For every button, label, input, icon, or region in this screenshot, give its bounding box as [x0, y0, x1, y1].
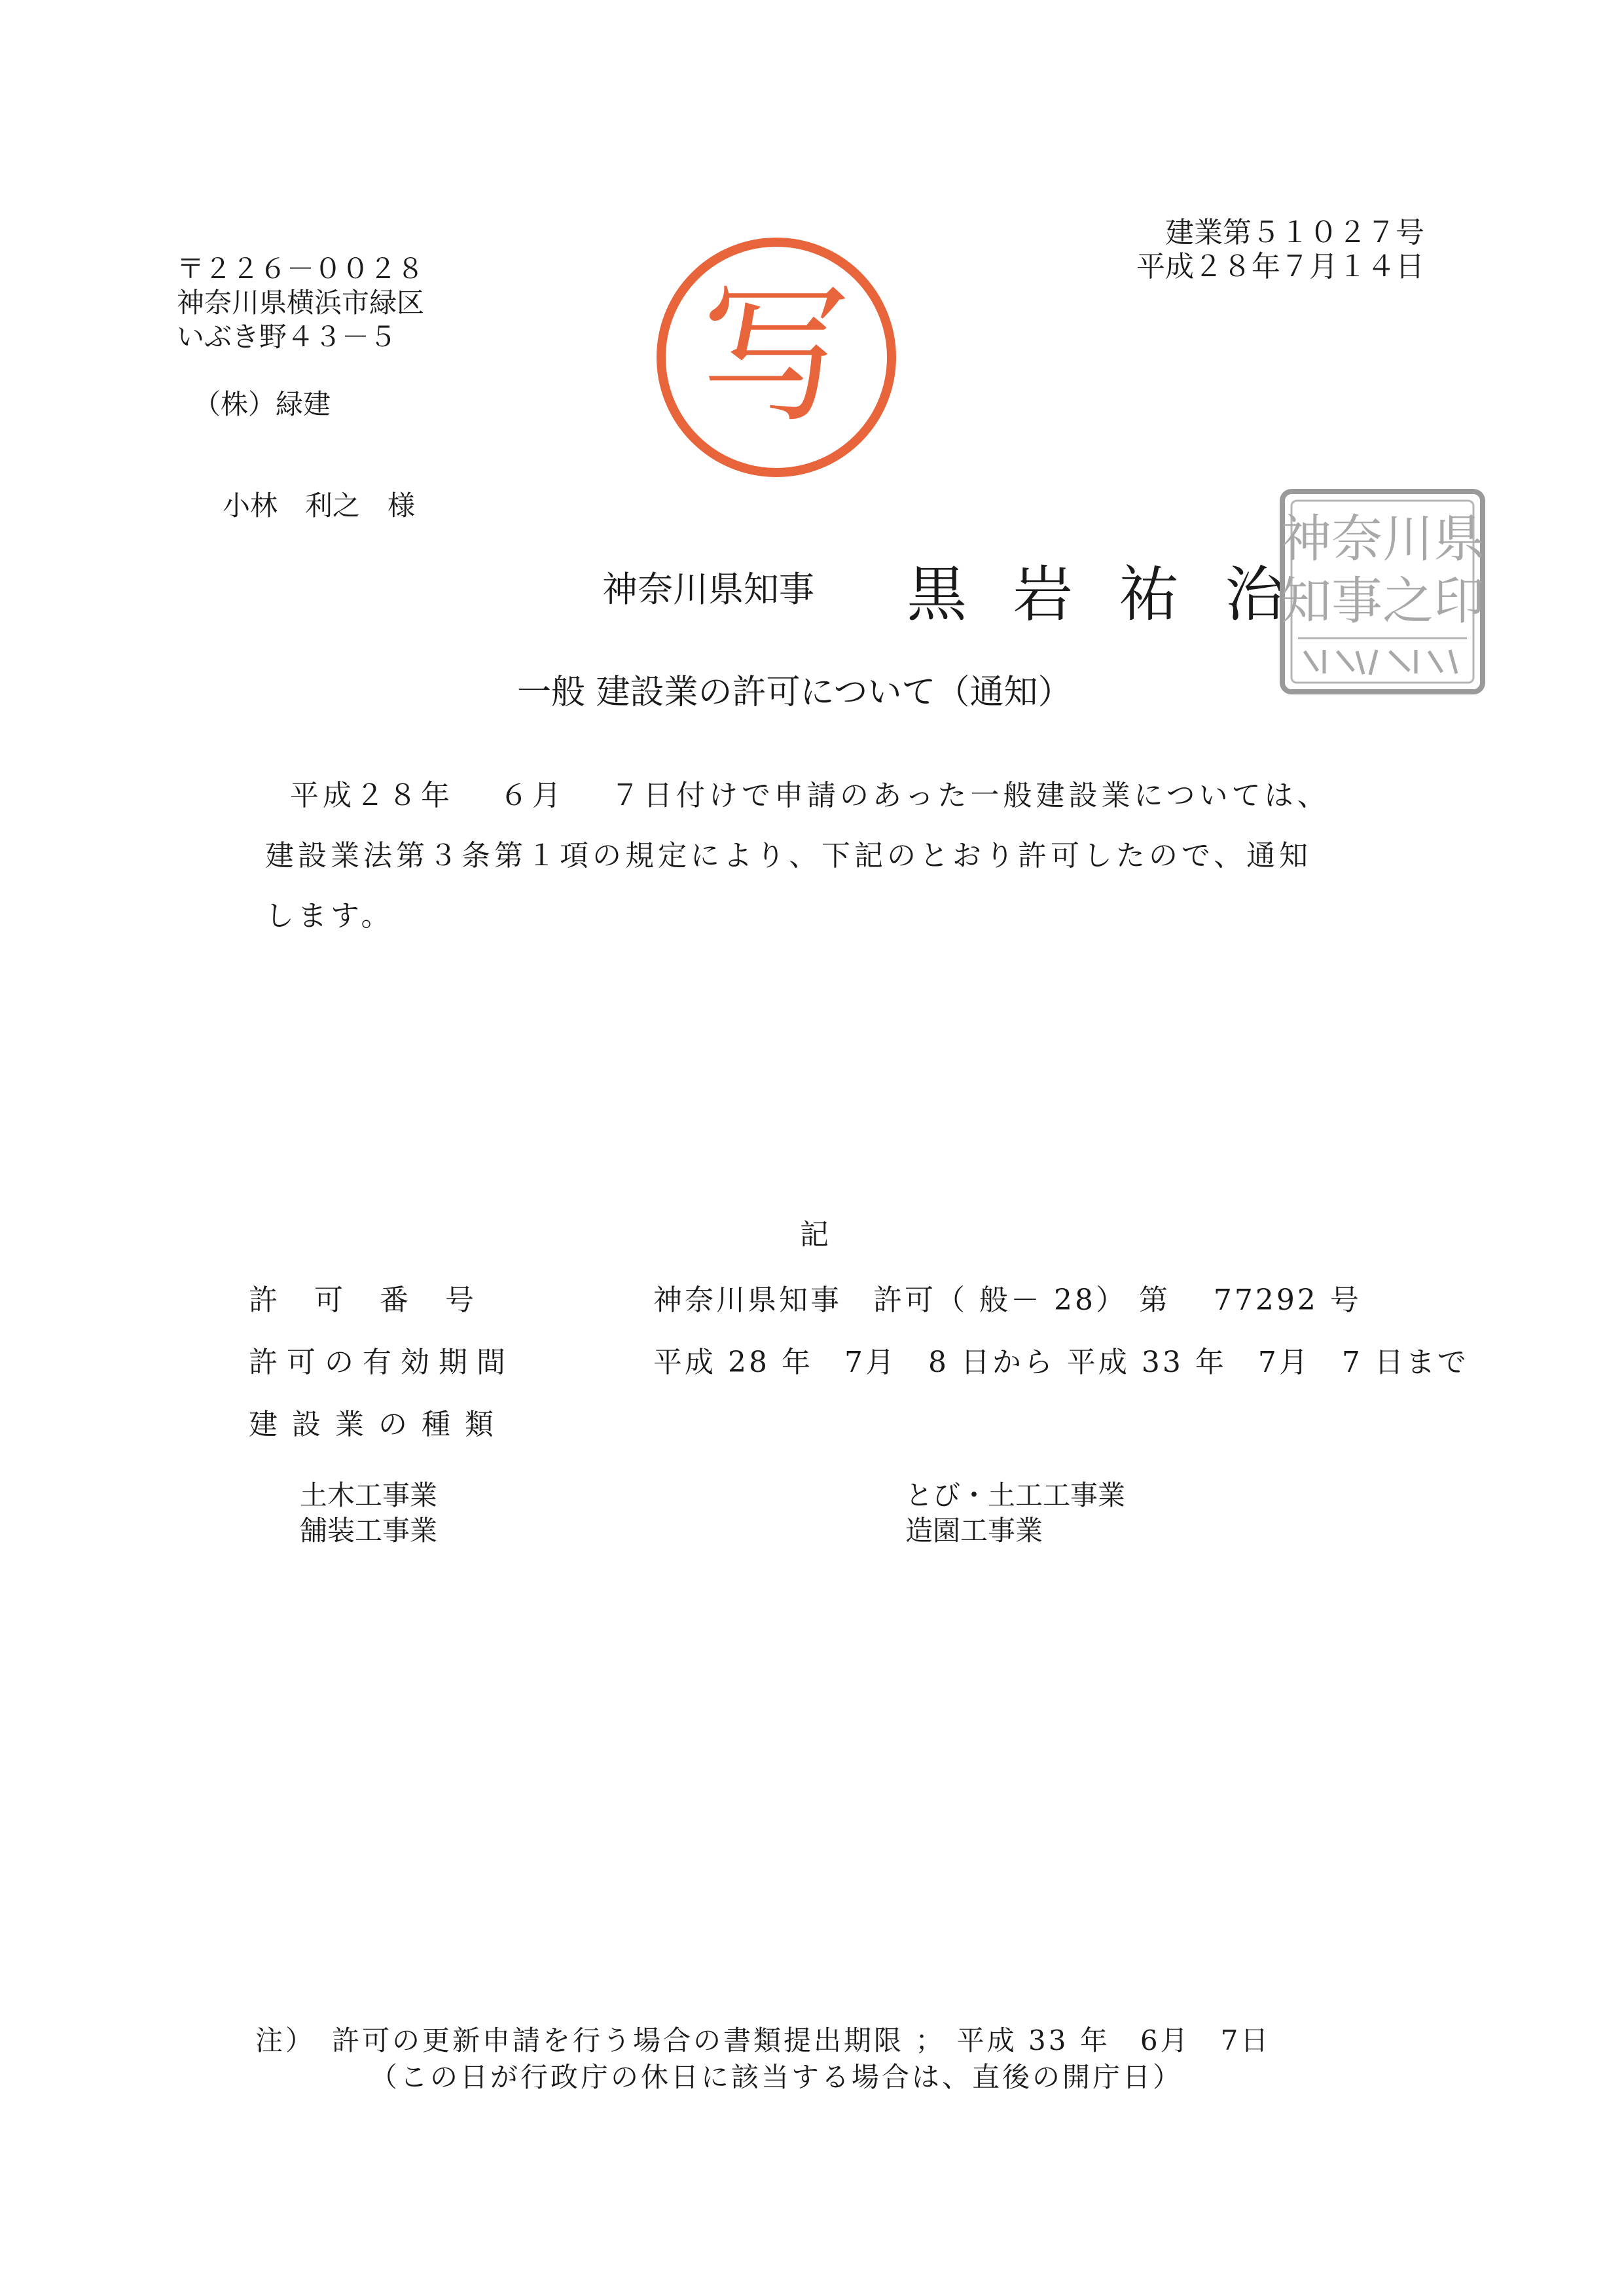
document-date: 平成２８年７月１４日	[1136, 250, 1424, 283]
business-types-left	[300, 1478, 437, 1549]
document-number: 建業第５１０２７号	[1165, 216, 1424, 249]
business-type-item: 土木工事業	[300, 1479, 438, 1511]
recipient-company: （株）緑建	[193, 388, 331, 420]
body-line-2: 建設業法第３条第１項の規定により、下記のとおり許可したので、通知	[265, 839, 1312, 872]
recipient-honorific: 様	[388, 490, 416, 522]
business-type-item: 舗装工事業	[300, 1515, 438, 1547]
copy-stamp-char: 写	[700, 268, 852, 443]
address-line-2: いぶき野４３－５	[177, 321, 397, 353]
permit-period-value: 平成 28 年 7月 8 日から 平成 33 年 7月 7 日まで	[653, 1346, 1469, 1379]
note-line-1: 注） 許可の更新申請を行う場合の書類提出期限 ； 平成 33 年 6月 7日	[255, 2024, 1271, 2056]
postal-code: 〒２２６－００２８	[177, 253, 425, 285]
body-line-3: します。	[265, 899, 394, 933]
issuer-name: 黒岩祐治	[907, 560, 1331, 630]
issuer-title: 神奈川県知事	[602, 569, 814, 610]
renewal-note	[255, 2022, 1271, 2096]
recipient-address	[177, 252, 424, 354]
seal-text-middle: 知事之印	[1280, 572, 1485, 631]
seal-text-top: 神奈川県	[1280, 510, 1485, 569]
business-type-item: とび・土工工事業	[905, 1479, 1126, 1511]
recipient-family-name: 小林	[223, 490, 278, 522]
permit-period-label: 許可の有効期間	[249, 1346, 514, 1379]
document-subject: 一般 建設業の許可について（通知）	[517, 673, 1072, 712]
business-types-label: 建設業の種類	[249, 1408, 508, 1441]
recipient-name	[223, 484, 442, 524]
body-paragraph	[265, 766, 1330, 946]
recipient-given-name: 利之	[305, 490, 361, 522]
permit-number-value: 神奈川県知事 許可（ 般－ 28） 第 77292 号	[653, 1283, 1362, 1317]
permit-number-label: 許可番号	[249, 1283, 511, 1317]
note-line-2: （この日が行政庁の休日に該当する場合は、直後の開庁日）	[370, 2061, 1183, 2093]
address-line-1: 神奈川県横浜市緑区	[177, 287, 425, 319]
document-number-block	[1136, 216, 1424, 284]
body-line-1: 平成２８年 ６月 ７日付けで申請のあった一般建設業については、	[290, 779, 1330, 812]
record-heading: 記	[800, 1218, 829, 1251]
business-type-item: 造園工事業	[905, 1515, 1043, 1547]
official-seal-icon	[1278, 488, 1487, 696]
business-types-right	[905, 1478, 1125, 1549]
copy-stamp-icon	[655, 236, 898, 479]
